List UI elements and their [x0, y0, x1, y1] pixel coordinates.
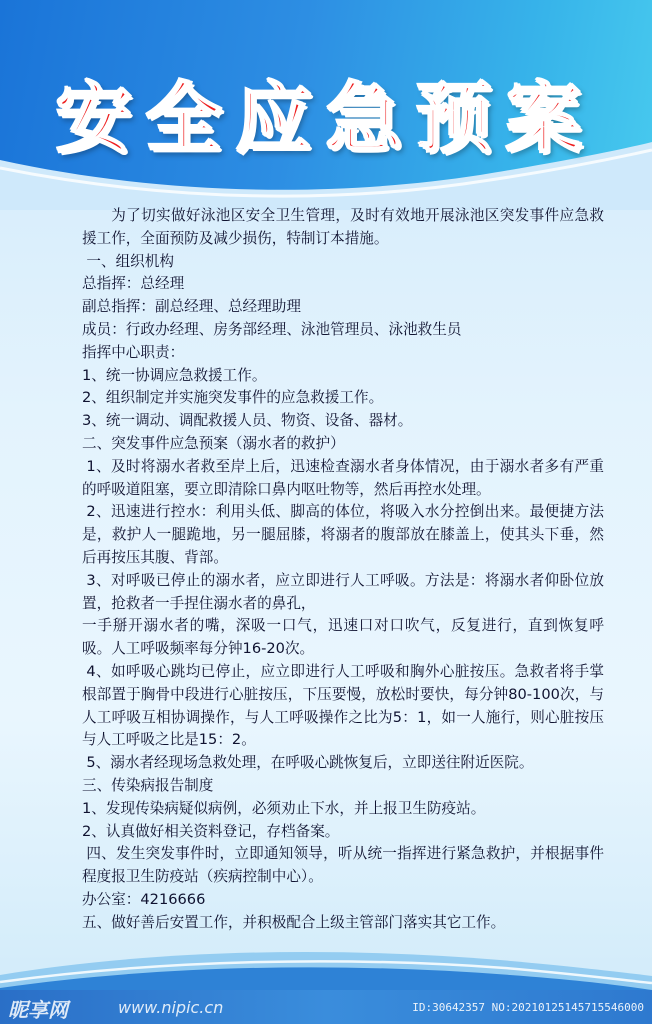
list-item: 1、统一协调应急救援工作。 [82, 366, 267, 384]
section-heading: 一、组织机构 [86, 252, 174, 270]
section-heading: 三、传染病报告制度 [82, 776, 214, 794]
section-heading: 五、做好善后安置工作，并积极配合上级主管部门落实其它工作。 [82, 913, 506, 931]
list-item: 2、组织制定并实施突发事件的应急救援工作。 [82, 389, 384, 407]
list-item: 3、对呼吸已停止的溺水者，应立即进行人工呼吸。方法是：将溺水者仰卧位放置，抢救者一手捏住溺水者的鼻孔， [82, 571, 604, 612]
watermark-id: ID:30642357 NO:20210125145715546000 [412, 1001, 644, 1014]
org-line: 成员：行政办经理、房务部经理、泳池管理员、泳池救生员 [82, 320, 462, 338]
list-item: 1、及时将溺水者救至岸上后，迅速检查溺水者身体情况，由于溺水者多有严重的呼吸道阻塞，要立即清除口鼻内呕吐物等，然后再控水处理。 [82, 457, 604, 498]
list-item: 4、如呼吸心跳均已停止，应立即进行人工呼吸和胸外心脏按压。急救者将手掌根部置于胸骨中段进行心脏按压，下压要慢，放松时要快，每分钟80-100次，与人工呼吸互相协调操作，与人工呼吸操作之比为5：1，如一人施行，则心脏按压与人工呼吸之比是15：2。 [82, 662, 604, 749]
org-line: 副总指挥：副总经理、总经理助理 [82, 298, 301, 316]
list-item: 5、溺水者经现场急救处理，在呼吸心跳恢复后，立即送往附近医院。 [86, 754, 534, 772]
list-item: 3、统一调动、调配救援人员、物资、设备、器材。 [82, 412, 413, 430]
office-phone: 办公室：4216666 [82, 890, 206, 908]
page-title: 安全应急预案 [56, 74, 596, 163]
org-line: 指挥中心职责： [82, 343, 185, 361]
list-item: 2、迅速进行控水：利用头低、脚高的体位，将吸入水分控倒出来。最便捷方法是，救护人一腿跪地，另一腿屈膝，将溺者的腹部放在膝盖上，使其头下垂，然后再按压其腹、背部。 [82, 503, 604, 566]
watermark-url: www.nipic.cn [118, 998, 224, 1017]
list-item: 2、认真做好相关资料登记，存档备案。 [82, 822, 340, 840]
list-item: 四、发生突发事件时，立即通知领导，听从统一指挥进行紧急救护，并根据事件程度报卫生防疫站（疾病控制中心）。 [82, 845, 604, 886]
list-item: 1、发现传染病疑似病例，必须劝止下水，并上报卫生防疫站。 [82, 799, 486, 817]
intro-paragraph: 为了切实做好泳池区安全卫生管理，及时有效地开展泳池区突发事件应急救援工作，全面预防及减少损伤，特制订本措施。 [82, 207, 604, 247]
section-heading: 二、突发事件应急预案（溺水者的救护） [82, 434, 345, 452]
org-line: 总指挥：总经理 [82, 275, 185, 293]
list-item: 一手掰开溺水者的嘴，深吸一口气，迅速口对口吹气，反复进行，直到恢复呼吸。人工呼吸频率每分钟16-20次。 [82, 617, 604, 658]
plan-body [82, 205, 604, 935]
watermark-logo: 昵享网 [8, 998, 68, 1022]
